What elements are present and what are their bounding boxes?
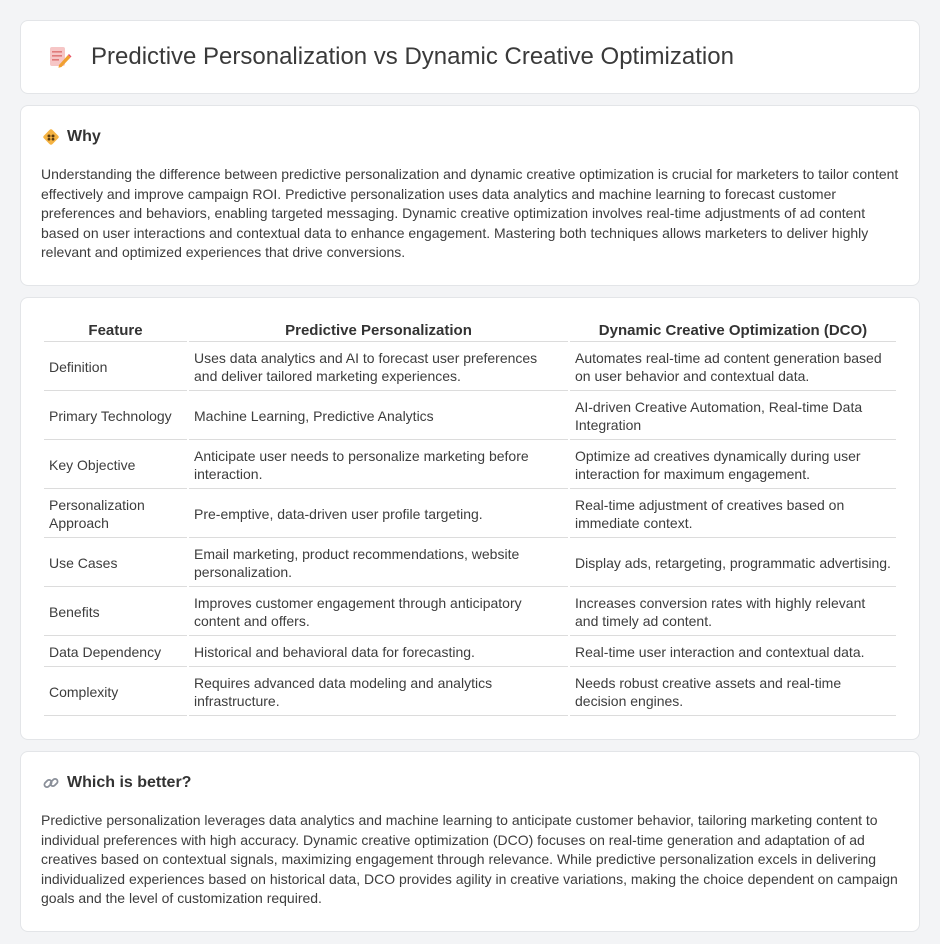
predictive-cell: Requires advanced data modeling and analytics infrastructure.	[189, 669, 568, 716]
why-heading	[41, 126, 899, 148]
table-row	[44, 344, 896, 391]
predictive-cell: Uses data analytics and AI to forecast user preferences and deliver tailored marketing experiences.	[189, 344, 568, 391]
link-icon	[41, 773, 61, 793]
header-predictive: Predictive Personalization	[189, 322, 568, 342]
predictive-cell: Email marketing, product recommendations, website personalization.	[189, 540, 568, 587]
header-card	[20, 20, 920, 94]
table-row	[44, 589, 896, 636]
why-title: Why	[67, 128, 101, 145]
feature-cell: Benefits	[44, 589, 187, 636]
better-heading	[41, 772, 899, 794]
edit-document-icon	[45, 43, 73, 71]
table-row	[44, 669, 896, 716]
dco-cell: Display ads, retargeting, programmatic advertising.	[570, 540, 896, 587]
dco-cell: Real-time user interaction and contextual data.	[570, 638, 896, 667]
dco-cell: Real-time adjustment of creatives based on immediate context.	[570, 491, 896, 538]
better-text: Predictive personalization leverages data analytics and machine learning to anticipate customer behavior, tailoring marketing content to individual preferences with high accuracy. Dynamic creative optimization (DCO) focuses on real-time generation and adaptation of ad creatives based on contextual signals, maximizing engagement through relevance. While predictive personalization excels in delivering individualized experiences based on historical data, DCO provides agility in creative variations, making the choice dependent on campaign goals and the level of customization required.	[41, 811, 898, 907]
feature-cell: Definition	[44, 344, 187, 391]
header-dco: Dynamic Creative Optimization (DCO)	[570, 322, 896, 342]
table-row	[44, 442, 896, 489]
table-header-row	[44, 322, 896, 342]
feature-cell: Data Dependency	[44, 638, 187, 667]
table-row	[44, 491, 896, 538]
better-title: Which is better?	[67, 773, 192, 791]
table-row	[44, 540, 896, 587]
predictive-cell: Machine Learning, Predictive Analytics	[189, 393, 568, 440]
page-title: Predictive Personalization vs Dynamic Creative Optimization	[91, 43, 734, 70]
feature-cell: Complexity	[44, 669, 187, 716]
diamond-people-icon	[41, 127, 61, 147]
feature-cell: Personalization Approach	[44, 491, 187, 538]
which-is-better-section	[20, 751, 920, 932]
predictive-cell: Anticipate user needs to personalize marketing before interaction.	[189, 442, 568, 489]
why-section	[20, 105, 920, 286]
dco-cell: Increases conversion rates with highly relevant and timely ad content.	[570, 589, 896, 636]
comparison-table	[42, 320, 898, 718]
feature-cell: Use Cases	[44, 540, 187, 587]
predictive-cell: Historical and behavioral data for forecasting.	[189, 638, 568, 667]
dco-cell: Needs robust creative assets and real-time decision engines.	[570, 669, 896, 716]
table-row	[44, 638, 896, 667]
comparison-table-card	[20, 297, 920, 740]
header-feature: Feature	[44, 322, 187, 342]
feature-cell: Primary Technology	[44, 393, 187, 440]
dco-cell: AI-driven Creative Automation, Real-time Data Integration	[570, 393, 896, 440]
why-text: Understanding the difference between predictive personalization and dynamic creative optimization is crucial for marketers to tailor content effectively and improve campaign ROI. Predictive personalization uses data analytics and machine learning to forecast customer preferences and behaviors, enabling targeted messaging. Dynamic creative optimization involves real-time adjustments of ad content based on user interactions and contextual data to enhance engagement. Mastering both techniques allows marketers to deliver highly relevant and optimized experiences that drive conversions.	[41, 166, 899, 261]
predictive-cell: Pre-emptive, data-driven user profile targeting.	[189, 491, 568, 538]
table-row	[44, 393, 896, 440]
predictive-cell: Improves customer engagement through anticipatory content and offers.	[189, 589, 568, 636]
dco-cell: Automates real-time ad content generation based on user behavior and contextual data.	[570, 344, 896, 391]
dco-cell: Optimize ad creatives dynamically during user interaction for maximum engagement.	[570, 442, 896, 489]
feature-cell: Key Objective	[44, 442, 187, 489]
